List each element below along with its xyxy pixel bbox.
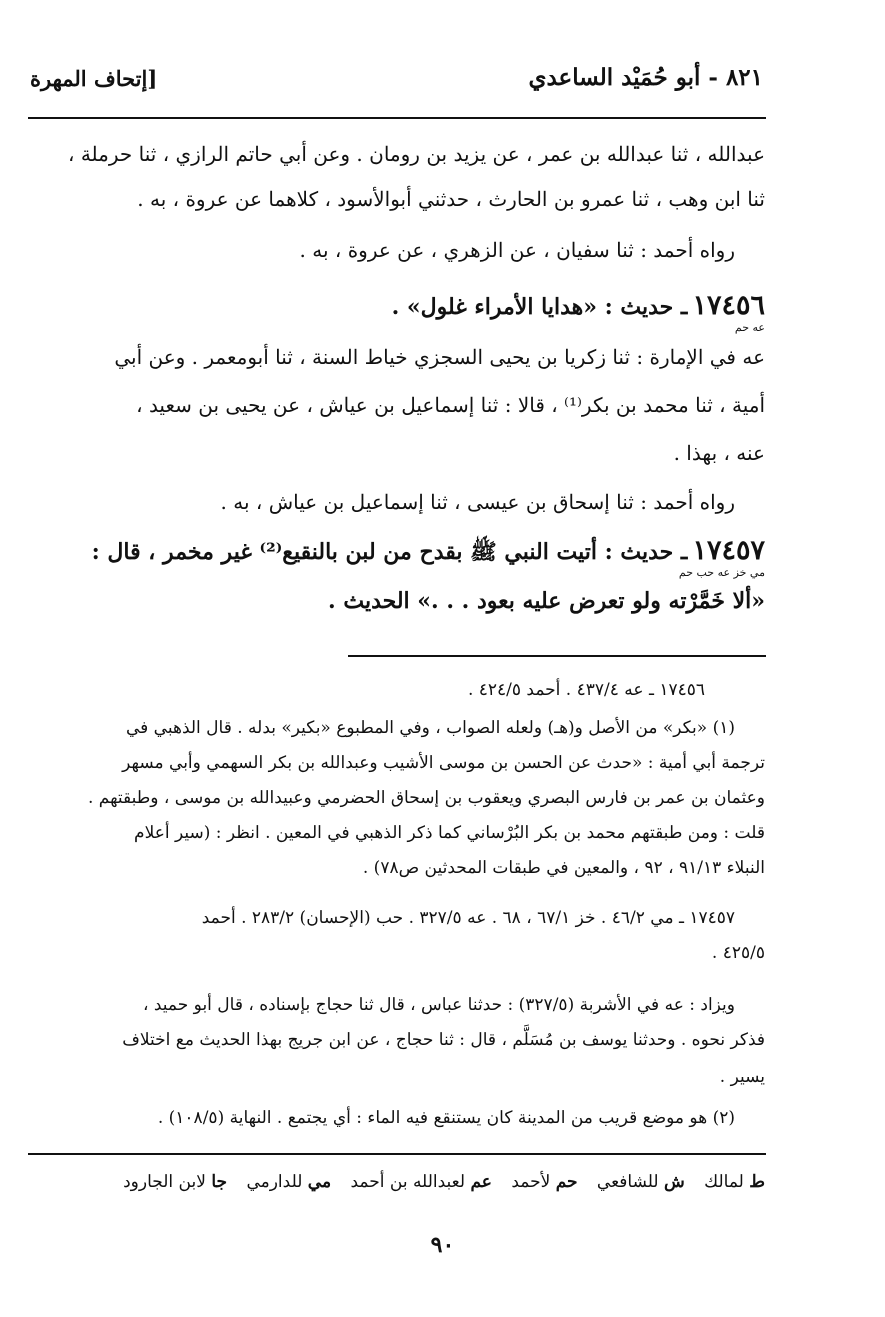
footnote-line-9: ويزاد : عه في الأشربة (٣٢٧/٥) : حدثنا عباس ، قال ثنا حجاج بإسناده ، قال أبو حميد ، <box>142 995 735 1015</box>
hadith-number: ١٧٤٥٦ <box>692 290 765 321</box>
footnote-line-6: النبلاء ٩١/١٣ ، ٩٢ ، والمعين في طبقات المحدثين ص٧٨) . <box>362 858 765 878</box>
body-line-3: رواه أحمد : ثنا سفيان ، عن الزهري ، عن عروة ، به . <box>299 238 735 262</box>
hadith-title: ـ حديث : أتيت النبي ﷺ بقدح من لبن بالنقيع⁽²⁾ غير مخمر ، قال : <box>91 539 688 565</box>
hadith-17456-heading <box>392 290 765 321</box>
body-line-6: عنه ، بهذا . <box>673 441 765 465</box>
body-line-5: أمية ، ثنا محمد بن بكر⁽¹⁾ ، قالا : ثنا إسماعيل بن عياش ، عن يحيى بن سعيد ، <box>136 393 765 417</box>
header-rule <box>28 117 766 119</box>
footnote-line-12: (٢) هو موضع قريب من المدينة كان يستنقع فيه الماء : أي يجتمع . النهاية (١٠٨/٥) . <box>157 1108 735 1128</box>
legend-item: عم لعبدالله بن أحمد <box>350 1172 492 1192</box>
body-line-7: رواه أحمد : ثنا إسحاق بن عيسى ، ثنا إسماعيل بن عياش ، به . <box>220 490 735 514</box>
footnote-line-11: يسير . <box>719 1067 765 1087</box>
header-book-title: [إتحاف المهرة <box>30 66 158 91</box>
footnote-separator <box>348 655 766 657</box>
legend-rule <box>28 1153 766 1155</box>
hadith-title: ـ حديث : «هدايا الأمراء غلول» . <box>391 294 688 320</box>
footnote-line-8: ٤٢٥/٥ . <box>711 943 765 963</box>
legend-item: حم لأحمد <box>511 1172 578 1192</box>
hadith-17457-heading <box>92 535 765 570</box>
body-line-2: ثنا ابن وهب ، ثنا عمرو بن الحارث ، حدثني أبوالأسود ، كلاهما عن عروة ، به . <box>137 187 765 211</box>
abbreviation-legend <box>123 1172 765 1192</box>
footnote-line-10: فذكر نحوه . وحدثنا يوسف بن مُسَلَّم ، قال : ثنا حجاج ، عن ابن جريج بهذا الحديث مع اختلاف <box>122 1030 765 1050</box>
footnote-line-2: (١) «بكر» من الأصل و(هـ) ولعله الصواب ، وفي المطبوع «بكير» بدله . قال الذهبي في <box>125 718 735 738</box>
footnote-line-1: ١٧٤٥٦ ـ عه ٤٣٧/٤ . أحمد ٤٢٤/٥ . <box>467 680 705 700</box>
legend-item: ش للشافعي <box>596 1172 685 1192</box>
legend-item: مي للدارمي <box>246 1172 332 1192</box>
footnote-line-4: وعثمان بن عمر بن فارس البصري ويعقوب بن إسحاق الحضرمي وعبيدالله بن موسى ، وطبقتهم . <box>87 788 765 808</box>
header-chapter-title: ٨٢١ - أبو حُمَيْد الساعدي <box>528 64 763 91</box>
footnote-line-5: قلت : ومن طبقتهم محمد بن بكر البُرْساني كما ذكر الذهبي في المعين . انظر : (سير أعلام <box>134 823 765 843</box>
hadith-17457-continuation: «ألا خَمَّرْته ولو تعرض عليه بعود . . .» الحديث . <box>328 588 765 614</box>
body-line-1: عبدالله ، ثنا عبدالله بن عمر ، عن يزيد بن رومان . وعن أبي حاتم الرازي ، ثنا حرملة ، <box>68 142 765 166</box>
legend-item: ط لمالك <box>704 1172 765 1192</box>
legend-item: جا لابن الجارود <box>123 1172 228 1192</box>
hadith-number: ١٧٤٥٧ <box>692 535 765 566</box>
page-number: ٩٠ <box>430 1232 455 1258</box>
body-line-4: عه في الإمارة : ثنا زكريا بن يحيى السجزي خياط السنة ، ثنا أبومعمر . وعن أبي <box>114 345 765 369</box>
hadith-17457-source-abbr: مي خز عه حب حم <box>678 566 765 579</box>
footnote-line-7: ١٧٤٥٧ ـ مي ٤٦/٢ . خز ٦٧/١ ، ٦٨ . عه ٣٢٧/٥ . حب (الإحسان) ٢٨٣/٢ . أحمد <box>201 908 735 928</box>
hadith-17456-source-abbr: عه حم <box>734 321 765 334</box>
footnote-line-3: ترجمة أبي أمية : «حدث عن الحسن بن موسى الأشيب وعبدالله بن بكر السهمي وأبي مسهر <box>122 753 765 773</box>
